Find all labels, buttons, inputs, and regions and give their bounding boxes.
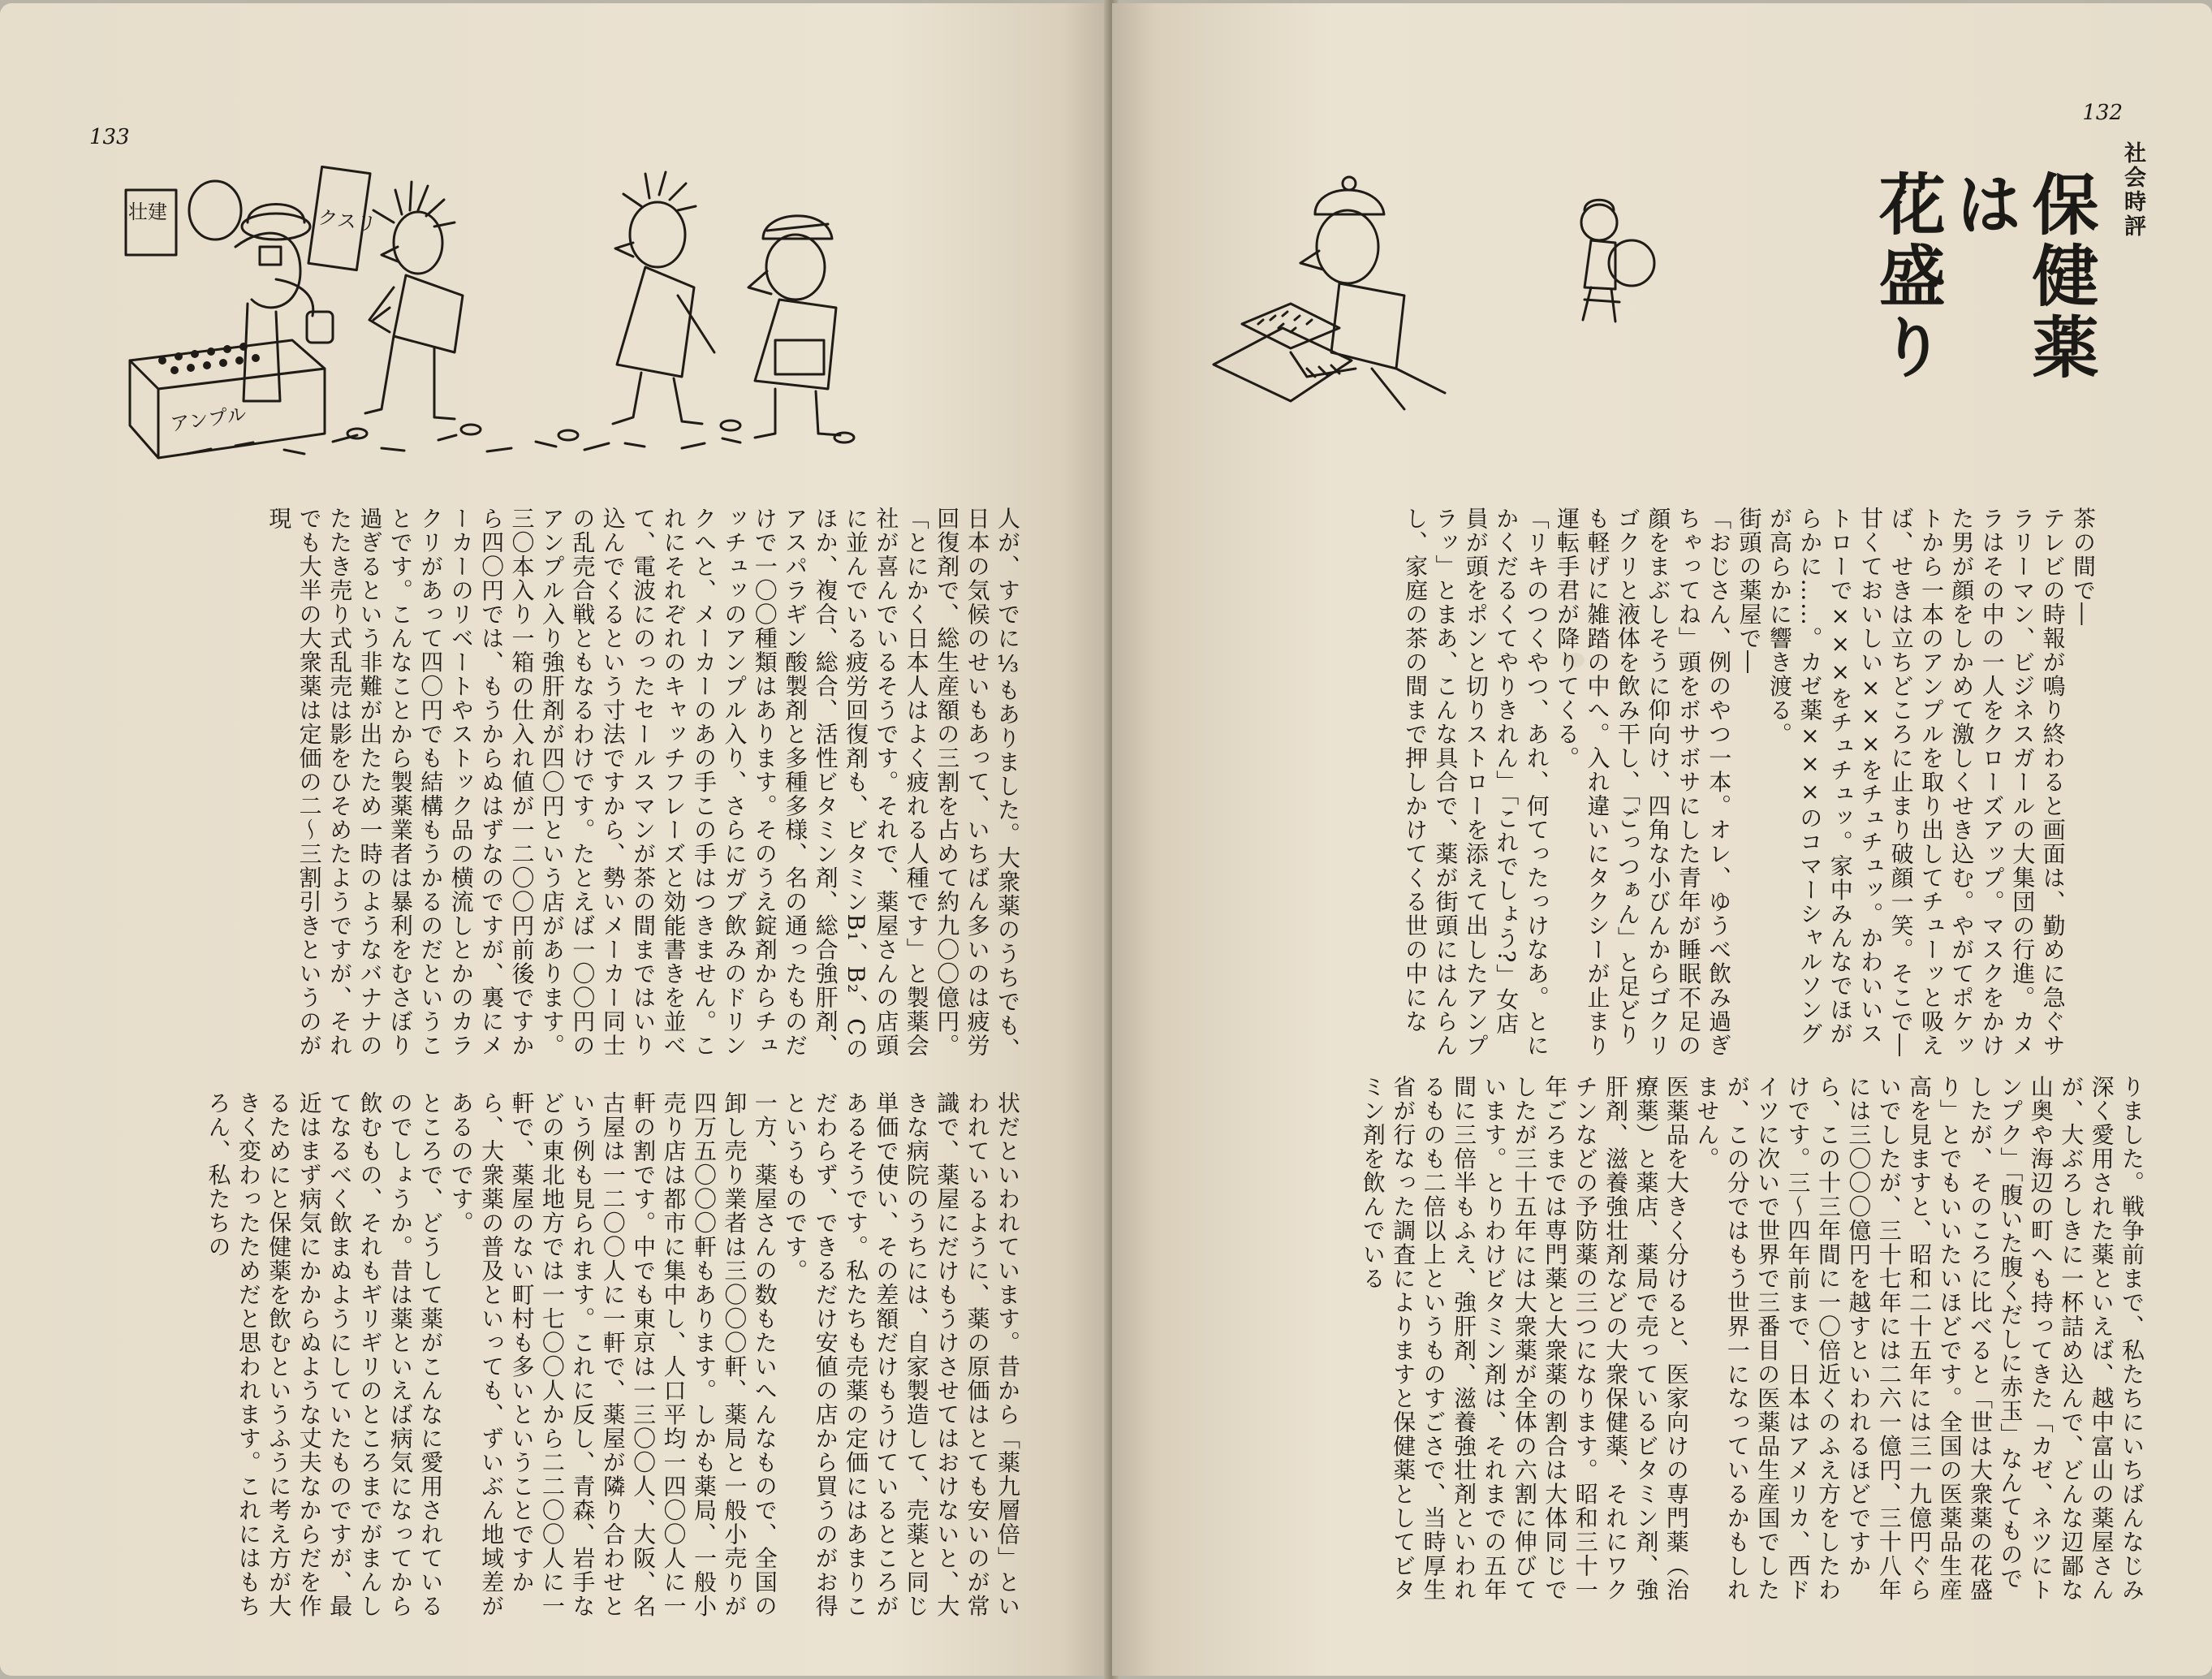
mascot-boy-figure [1581,200,1654,322]
drugstore-illustration [114,166,1023,482]
body-paragraph: 一方、薬屋さんの数もたいへんなもので、全国の卸し売り業者は三〇〇〇軒、薬局と一般小売りが四万五〇〇〇軒もあります。しかも薬局、一般小売り店は都市に集中し、人口平均一四〇〇人に一軒の割です。中でも東京は一三〇〇人、大阪、名古屋は一二〇〇人に一軒で、薬屋が隣り合わせという例も見られます。これに反し、青森、岩手などの東北地方では一七〇〇人から二二〇〇人に一軒で、薬屋のない町村も多いということですから、大衆薬の普及といっても、ずいぶん地域差があるのです。 [447,1091,778,1618]
body-paragraph: 「リキのつくやつ、あれ、何てったっけなあ。とにかくだるくてやりきれん」「これでしょう?」女店員が頭をポンと切りストローを添えて出したアンプラッ」とまあ、こんな具合で、薬が街頭にはんらんし、家庭の茶の間まで押しかけてくる世の中にな [1402,507,1550,1058]
page-number-133: 133 [89,125,130,149]
title-line-1: 保健薬は [1944,170,2099,384]
body-paragraph: りました。戦争前まで、私たちにいちばんなじみ深く愛用された薬といえば、越中富山の薬屋さんが、大ぶろしきに一杯詰め込んで、どんな辺鄙な山奥や海辺の町へも持ってきた「カゼ、ネツにトンプク」「腹いた腹くだしに赤玉」なんてものでしたが、そのころに比べると「世は大衆薬の花盛り」とでもいいたいほどです。全国の医薬品生産高を見ますと、昭和二十五年には三一九億円ぐらいでしたが、三十七年には二六一億円、三十八年には三〇〇〇億円を越すといわれるほどですから、この十三年間に一〇倍近くのふえ方をしたわけです。三～四年前まで、日本はアメリカ、西ドイツに次いで世界で三番目の医薬品生産国でしたが、この分ではもう世界一になっているかもしれません。 [1693,1075,2145,1602]
section-heading: 街頭の薬屋で― [1736,507,1763,675]
body-paragraph: 状だといわれています。昔から「薬九層倍」といわれているように、薬の原価はとても安いのが常識で、薬屋にだけもうけさせてはおけないと、大きな病院のうちには、自家製造して、売薬と同じ単価で使い、その差額だけもうけているところがあるそうです。私たちも売薬の定価にはあまりこだわらず、できるだけ安値の店から買うのがお得というものです。 [782,1091,1021,1618]
left-page [0,3,1109,1676]
right-upper-text [1189,507,2098,1059]
man-drinking-figure [365,182,463,419]
left-upper-text [89,507,1023,1075]
ampule-label: アンプル [169,403,248,436]
left-lower-text [89,1091,1023,1627]
article-title [1869,170,2098,413]
briefcase-icon [775,340,824,374]
sign-label-2: クスリ [317,205,377,237]
title-line-2: 花盛り [1868,170,1947,384]
salaryman-figure [748,216,840,438]
shopkeeper-figure [189,181,333,401]
section-heading: 茶の間で― [2070,507,2097,627]
column-label: 社会時評 [2120,141,2145,239]
page-number-132: 132 [2082,101,2123,125]
vendor-sketch [1209,166,1713,442]
sign-label-1: 壮建 [128,201,167,223]
body-paragraph: 「おじさん、例のやつ一本。オレ、ゆうべ飲み過ぎちゃってね」頭をボサボサにした青年が睡眠不足の顔をまぶしそうに仰向け、四角な小びんからゴクリゴクリと液体を飲み干し、「ごっつぁん」と足どりも軽げに雑踏の中へ。入れ違いにタクシーが止まり運転手君が降りてくる。 [1554,507,1733,1058]
body-paragraph: テレビの時報が鳴り終わると画面は、勤めに急ぐサラリーマン、ビジネスガールの大集団の行進。カメラはその中の一人をクローズアップ。マスクをかけた男が顔をしかめて激しくせき込む。やがてポケットから一本のアンプルを取り出してチューッと吸えば、せきは立ちどころに止まり破顔一笑。そこで―甘くておいしい×××をチュチュッ。かわいいストローで×××をチュチュッ。家中みんなでほがらかに……。カゼ薬×××のコマーシャルソングが高らかに響き渡る。 [1766,507,2067,1058]
right-page [1112,3,2212,1676]
tired-man-figure [613,172,714,424]
paper-stain [1567,653,1585,667]
right-lower-text [1189,1075,2147,1611]
drugstore-sketch [114,166,1023,482]
body-paragraph: 人が、すでに⅓もありました。大衆薬のうちでも、日本の気候のせいもあって、いちばん多いのは疲労回復剤で、総生産額の三割を占めて約九〇〇億円。「とにかく日本人はよく疲れる人種です」と製薬会社が喜んでいるそうです。それで、薬屋さんの店頭に並んでいる疲労回復剤も、ビタミンB₁、B₂、Cのほか、複合、総合、活性ビタミン剤、総合強肝剤、アスパラギン酸製剤と多種多様、名の通ったものだけで一〇〇種類はあります。そのうえ錠剤からチュッチュッのアンプル入り、さらにガブ飲みのドリンクへと、メーカーのあの手この手はつきません。これにそれぞれのキャッチフレーズと効能書きを並べて、電波にのったセールスマンが茶の間まではいり込んでくるという寸法ですから、勢いメーカー同士の乱売合戦ともなるわけです。たとえば一〇〇円のアンプル入り強肝剤が四〇円という店があります。三〇本入り一箱の仕入れ値が一二〇〇円前後ですから四〇円では、もうからぬはずなのですが、裏にメーカーのリベートやストック品の横流しとかのカラクリがあって四〇円でも結構もうかるのだということです。こんなことから製薬業者は暴利をむさぼり過ぎるという非難が出たため一時のようなバナナのたたき売り式乱売は影をひそめたようですが、それでも大半の大衆薬は定価の二～三割引きというのが現 [265,507,1021,1062]
body-paragraph: ところで、どうして薬がこんなに愛用されているのでしょうか。昔は薬といえば病気になってから飲むもの、それもギリギリのところまでがまんしてなるべく飲まぬようにしていたものですが、最近はまず病気にかからぬような丈夫なからだを作るためにと保健薬を飲むというふうに考え方が大きく変わったためだと思われます。これにはもちろん、私たちの [205,1091,445,1618]
street-vendor-illustration [1209,166,1713,442]
body-paragraph: 医薬品を大きく分けると、医家向けの専門薬（治療薬）と薬店、薬局で売っているビタミン剤、強肝剤、滋養強壮剤などの大衆保健薬、それにワクチンなどの予防薬の三つになります。昭和三十一年ごろまでは専門薬と大衆薬の割合は大体同じでしたが三十五年には大衆薬が全体の六割に伸びています。とりわけビタミン剤は、それまでの五年間に三倍半もふえ、強肝剤、滋養強壮剤といわれるものも二倍以上というものすごさで、当時厚生省が行なった調査によりますと保健薬としてビタミン剤を飲んでいる [1359,1075,1690,1602]
